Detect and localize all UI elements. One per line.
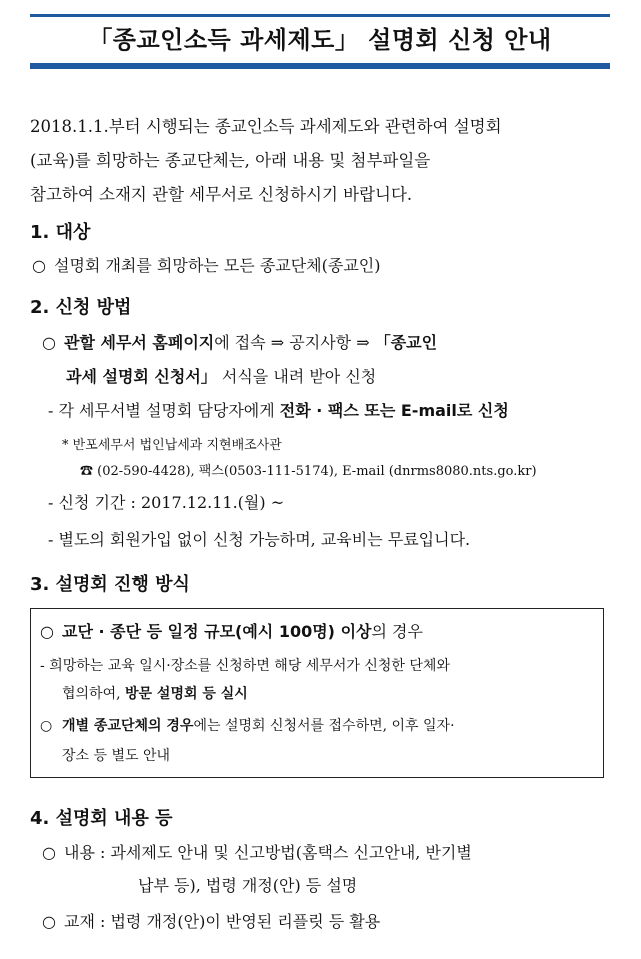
intro-paragraph bbox=[30, 110, 610, 212]
section-3-item1 bbox=[40, 619, 423, 642]
item-text: 장소 등 별도 안내 bbox=[62, 748, 171, 764]
item-text: 교재 : 법령 개정(안)이 반영된 리플릿 등 활용 bbox=[64, 912, 381, 931]
bullet-circle-icon: ○ bbox=[40, 622, 54, 641]
section-3-heading: 3. 설명회 진행 방식 bbox=[30, 574, 190, 595]
sub-text: 협의하여, bbox=[62, 686, 125, 702]
note-star: * bbox=[62, 438, 69, 453]
item-text: 납부 등), 법령 개정(안) 등 설명 bbox=[138, 876, 358, 895]
section-4-item2 bbox=[42, 909, 380, 932]
sub-bold: 방문 설명회 등 실시 bbox=[125, 686, 248, 702]
section-3-item2-line2 bbox=[62, 745, 170, 765]
title-rule-bottom bbox=[30, 63, 610, 69]
section-4-item1-line2 bbox=[138, 873, 357, 896]
bullet-circle-icon: ○ bbox=[42, 912, 56, 931]
page-title: 「종교인소득 과세제도」 설명회 신청 안내 bbox=[88, 26, 552, 54]
contact-line bbox=[80, 460, 537, 479]
dash: - bbox=[40, 658, 45, 674]
bullet-circle-icon: ○ bbox=[42, 843, 56, 862]
dash: - bbox=[48, 401, 54, 420]
section-1-heading: 1. 대상 bbox=[30, 222, 91, 243]
section-2-item-line1 bbox=[42, 330, 437, 353]
sub-bold: 전화 · 팩스 또는 E-mail로 신청 bbox=[279, 401, 509, 420]
contact-text: (02-590-4428), 팩스(0503-111-5174), E-mail (dnrms8080.nts.go.kr) bbox=[97, 464, 537, 479]
sub-text: 희망하는 교육 일시·장소를 신청하면 해당 세무서가 신청한 단체와 bbox=[49, 658, 450, 674]
phone-icon: ☎ bbox=[80, 464, 94, 479]
intro-line: 2018.1.1.부터 시행되는 종교인소득 과세제도와 관련하여 설명회 bbox=[30, 117, 502, 136]
bullet-circle-icon: ○ bbox=[32, 256, 46, 275]
section-2-sub2 bbox=[48, 490, 284, 513]
note-text: 반포세무서 법인납세과 지현배조사관 bbox=[72, 438, 282, 453]
section-2-sub1 bbox=[48, 398, 509, 421]
section-1-item bbox=[32, 253, 381, 276]
intro-line: 참고하여 소재지 관할 세무서로 신청하시기 바랍니다. bbox=[30, 185, 413, 204]
item-bold: 「종교인 bbox=[374, 333, 438, 352]
sub-text: 별도의 회원가입 없이 신청 가능하며, 교육비는 무료입니다. bbox=[58, 530, 471, 549]
section-2-heading: 2. 신청 방법 bbox=[30, 297, 132, 318]
section-3-sub1-line2 bbox=[62, 683, 248, 703]
note-line bbox=[62, 434, 282, 453]
item-bold: 교단 · 종단 등 일정 규모(예시 100명) 이상 bbox=[62, 622, 372, 641]
dash: - bbox=[48, 493, 54, 512]
section-3-sub1-line1 bbox=[40, 655, 450, 675]
section-3-item2-line1 bbox=[40, 715, 455, 735]
dash: - bbox=[48, 530, 54, 549]
item-text: 에 접속 ⇒ 공지사항 ⇒ bbox=[214, 333, 370, 352]
sub-text: 신청 기간 : 2017.12.11.(월) ~ bbox=[58, 493, 285, 512]
section-4-item1-line1 bbox=[42, 840, 472, 863]
item-text: 의 경우 bbox=[371, 622, 423, 641]
section-2-sub3 bbox=[48, 527, 470, 550]
sub-text: 각 세무서별 설명회 담당자에게 bbox=[58, 401, 280, 420]
item-text: 에는 설명회 신청서를 접수하면, 이후 일자· bbox=[193, 718, 455, 734]
bullet-circle-icon: ○ bbox=[42, 333, 56, 352]
bullet-circle-icon: ○ bbox=[40, 718, 53, 734]
item-text: 서식을 내려 받아 신청 bbox=[216, 367, 377, 386]
item-text: 내용 : 과세제도 안내 및 신고방법(홈택스 신고안내, 반기별 bbox=[64, 843, 472, 862]
section-4-heading: 4. 설명회 내용 등 bbox=[30, 808, 173, 829]
item-bold: 개별 종교단체의 경우 bbox=[62, 718, 194, 734]
item-bold: 관할 세무서 홈페이지 bbox=[64, 333, 215, 352]
intro-line: (교육)를 희망하는 종교단체는, 아래 내용 및 첨부파일을 bbox=[30, 151, 431, 170]
section-2-item-line2 bbox=[66, 364, 376, 387]
item-bold: 과세 설명회 신청서」 bbox=[66, 367, 217, 386]
item-text: 설명회 개최를 희망하는 모든 종교단체(종교인) bbox=[54, 256, 381, 275]
title-banner bbox=[30, 14, 610, 69]
